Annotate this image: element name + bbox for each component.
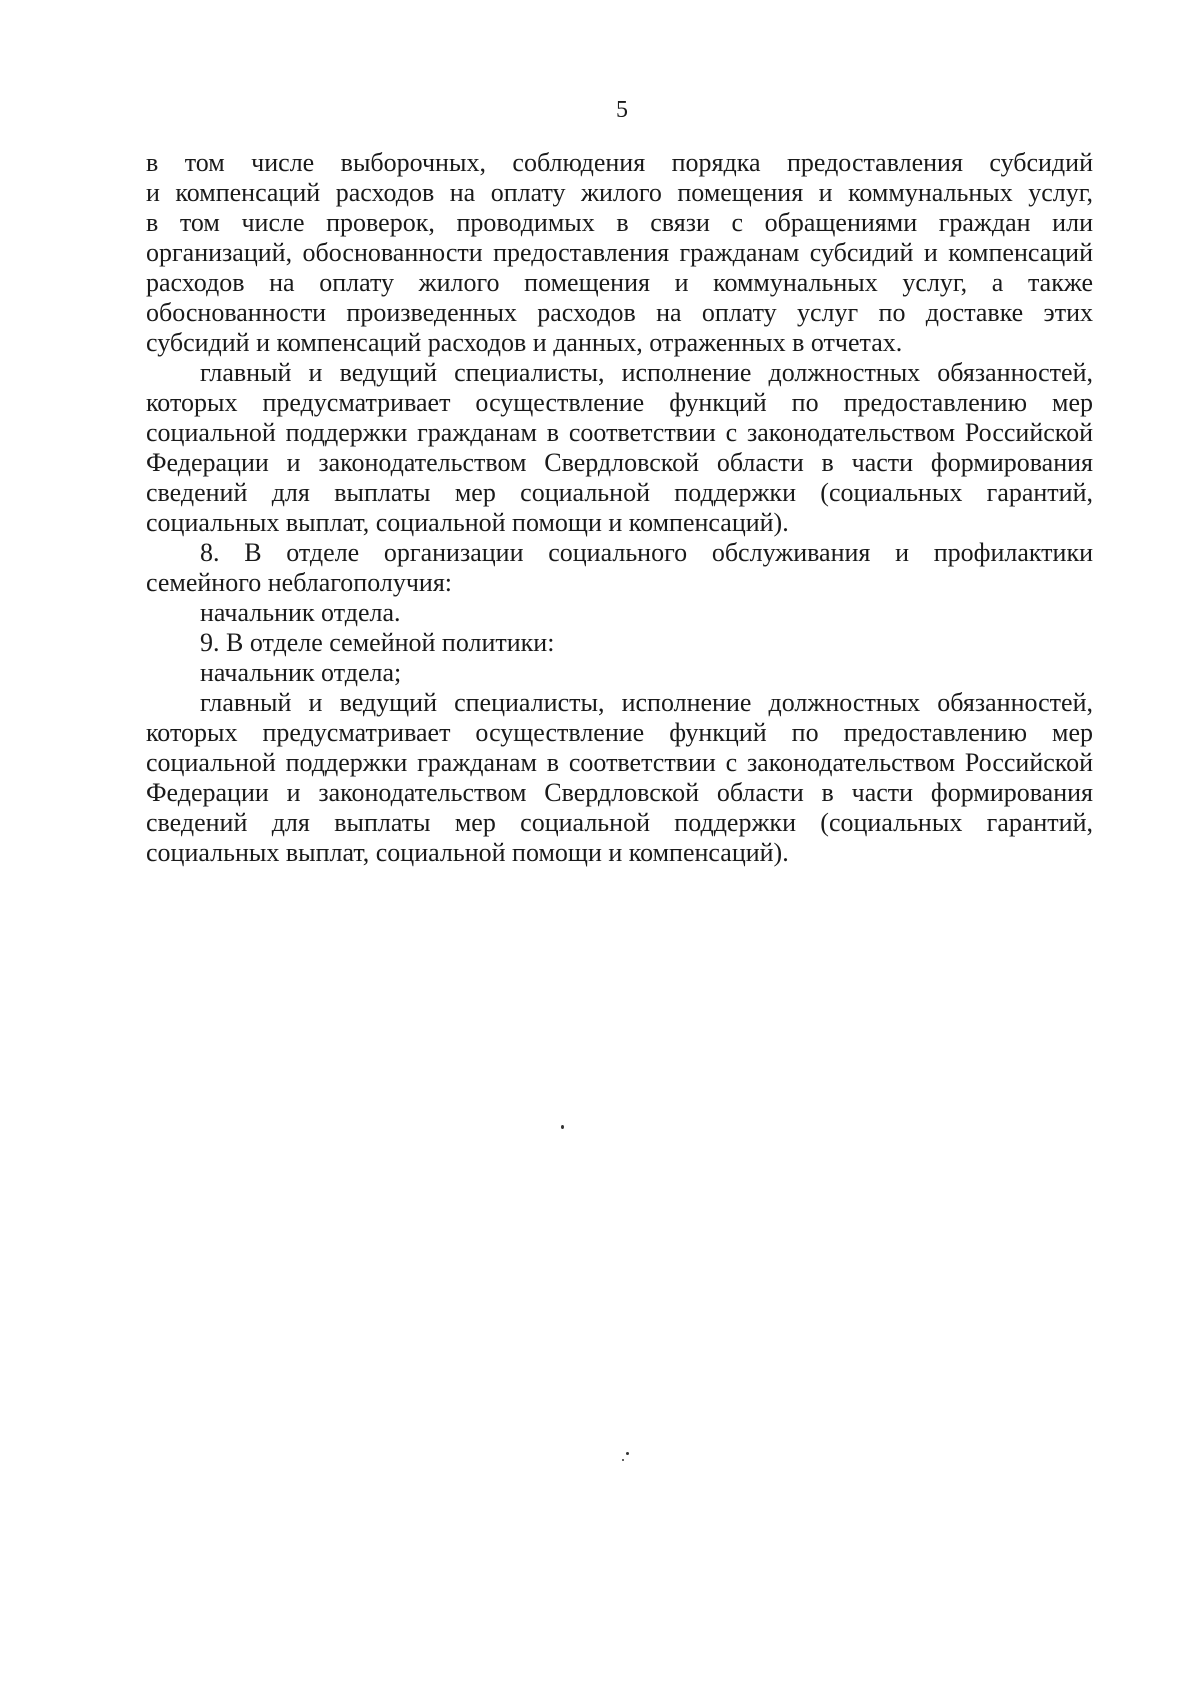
scan-speck [622,1459,624,1461]
text-line: расходов на оплату жилого помещения и коммунальных услуг, а также [146,268,1093,297]
text-line: в том числе проверок, проводимых в связи с обращениями граждан или [146,208,1093,237]
text-line: социальных выплат, социальной помощи и компенсаций). [146,508,789,537]
text-line: 8. В отделе организации социального обслуживания и профилактики [200,538,1093,567]
text-line: социальной поддержки гражданам в соответствии с законодательством Российской [146,748,1093,777]
text-line: социальных выплат, социальной помощи и компенсаций). [146,838,789,867]
text-line: которых предусматривает осуществление функций по предоставлению мер [146,718,1093,747]
text-line: сведений для выплаты мер социальной поддержки (социальных гарантий, [146,808,1093,837]
scan-speck [561,1125,564,1129]
text-line: обоснованности произведенных расходов на оплату услуг по доставке этих [146,298,1093,327]
text-line: в том числе выборочных, соблюдения порядка предоставления субсидий [146,148,1093,177]
text-line: Федерации и законодательством Свердловской области в части формирования [146,778,1093,807]
text-line: которых предусматривает осуществление функций по предоставлению мер [146,388,1093,417]
text-line: организаций, обоснованности предоставления гражданам субсидий и компенсаций [146,238,1093,267]
text-line: и компенсаций расходов на оплату жилого помещения и коммунальных услуг, [146,178,1093,207]
text-line: главный и ведущий специалисты, исполнение должностных обязанностей, [200,358,1093,387]
text-line: сведений для выплаты мер социальной поддержки (социальных гарантий, [146,478,1093,507]
page-number: 5 [616,97,628,123]
text-line: начальник отдела; [200,658,402,687]
text-line: субсидий и компенсаций расходов и данных, отраженных в отчетах. [146,328,903,357]
text-line: главный и ведущий специалисты, исполнение должностных обязанностей, [200,688,1093,717]
text-line: семейного неблагополучия: [146,568,453,597]
text-line: начальник отдела. [200,598,401,627]
text-line: социальной поддержки гражданам в соответствии с законодательством Российской [146,418,1093,447]
text-line: 9. В отделе семейной политики: [200,628,555,657]
scan-speck [626,1452,629,1455]
text-line: Федерации и законодательством Свердловской области в части формирования [146,448,1093,477]
document-body [146,148,1093,868]
